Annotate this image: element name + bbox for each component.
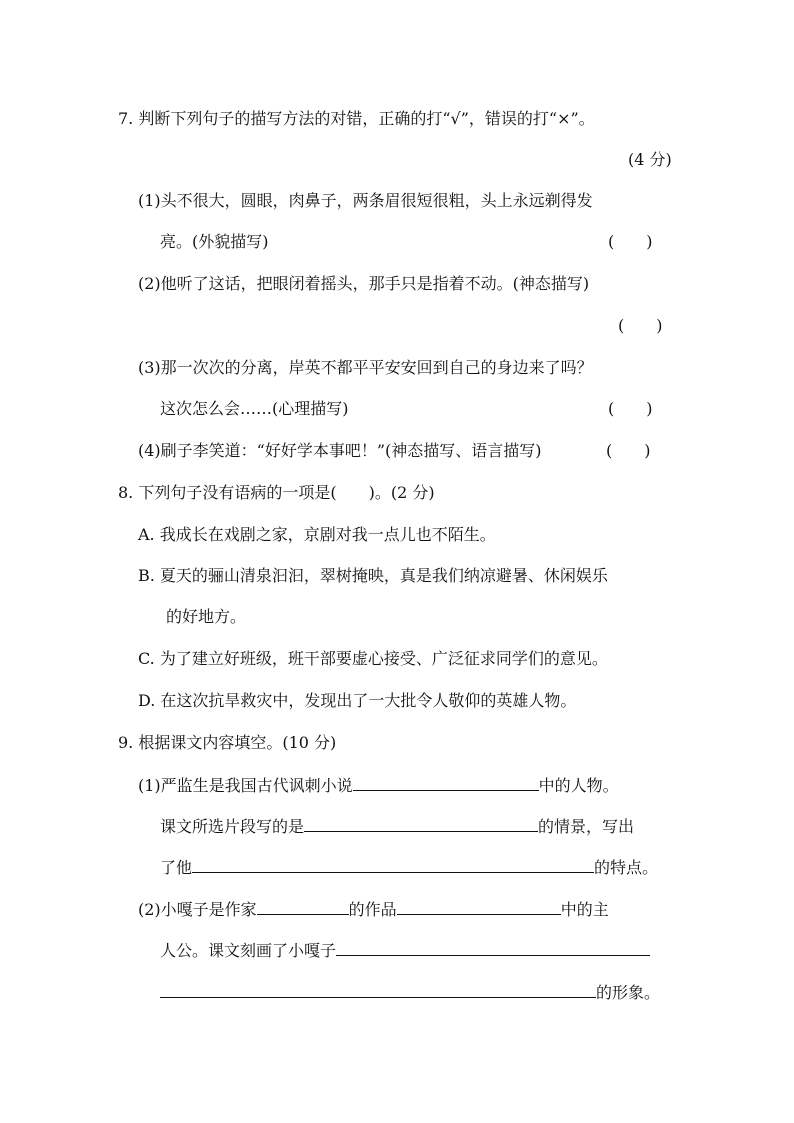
- q9-p1-line2: [160, 816, 634, 837]
- image-blank-part1[interactable]: [336, 940, 650, 956]
- q9-p2-text-e: 的形象。: [596, 983, 661, 1002]
- q8-option-a: A. 我成长在戏剧之家，京剧对我一点儿也不陌生。: [138, 525, 496, 544]
- novel-title-blank[interactable]: [353, 775, 539, 791]
- q8-option-b-line2: 的好地方。: [166, 607, 247, 626]
- q8-option-b-line1: B. 夏天的骊山清泉汩汩，翠树掩映，真是我们纳凉避暑、休闲娱乐: [138, 566, 608, 585]
- q9-p1-text-e: 了他: [160, 858, 193, 877]
- q9-p1-line3: [160, 857, 658, 878]
- q9-p2-text-d: 人公。课文刻画了小嘎子: [160, 941, 337, 960]
- q7-score: (4 分): [628, 150, 672, 169]
- q9-p1-text-c: 课文所选片段写的是: [160, 817, 305, 836]
- q9-p2-text-b: 的作品: [348, 900, 397, 919]
- q7-item3-answer[interactable]: ( ): [608, 399, 653, 418]
- q7-item4-answer[interactable]: ( ): [606, 441, 651, 460]
- q9-p2-line1: [138, 899, 609, 920]
- q9-p2-line3: [160, 982, 660, 1003]
- q9-p2-line2: [160, 940, 650, 961]
- q7-item2-line1: (2)他听了这话，把眼闭着摇头，那手只是指着不动。(神态描写): [138, 274, 590, 293]
- q9-p1-text-a: (1)严监生是我国古代讽刺小说: [138, 776, 353, 795]
- q9-p1-text-b: 中的人物。: [538, 776, 619, 795]
- q8-stem: 8. 下列句子没有语病的一项是( )。(2 分): [118, 483, 435, 502]
- q7-item1-answer[interactable]: ( ): [608, 232, 653, 251]
- q7-item3-line1: (3)那一次次的分离，岸英不都平平安安回到自己的身边来了吗？: [138, 358, 593, 377]
- q7-item1-line1: (1)头不很大，圆眼，肉鼻子，两条眉很短很粗，头上永远剃得发: [138, 191, 593, 210]
- q7-item3-line2: 这次怎么会……(心理描写): [160, 399, 349, 418]
- q7-item4-line1: (4)刷子李笑道：“好好学本事吧！”(神态描写、语言描写): [138, 441, 542, 460]
- q9-stem: 9. 根据课文内容填空。(10 分): [118, 733, 337, 752]
- trait-blank[interactable]: [192, 857, 594, 873]
- q9-p1-text-d: 的情景，写出: [538, 817, 635, 836]
- q7-stem: 7. 判断下列句子的描写方法的对错，正确的打“√”，错误的打“×”。: [118, 109, 595, 128]
- q8-option-c: C. 为了建立好班级，班干部要虚心接受、广泛征求同学们的意见。: [138, 649, 608, 668]
- q7-item1-line2: 亮。(外貌描写): [160, 232, 269, 251]
- image-blank-part2[interactable]: [160, 982, 596, 998]
- q9-p2-text-c: 中的主: [560, 900, 609, 919]
- work-title-blank[interactable]: [397, 899, 561, 915]
- author-blank[interactable]: [257, 899, 349, 915]
- scene-blank[interactable]: [304, 816, 538, 832]
- q9-p1-line1: [138, 775, 619, 796]
- q7-item2-answer[interactable]: ( ): [618, 316, 663, 335]
- q9-p2-text-a: (2)小嘎子是作家: [138, 900, 257, 919]
- q8-option-d: D. 在这次抗旱救灾中，发现出了一大批令人敬仰的英雄人物。: [138, 691, 577, 710]
- q9-p1-text-f: 的特点。: [594, 858, 659, 877]
